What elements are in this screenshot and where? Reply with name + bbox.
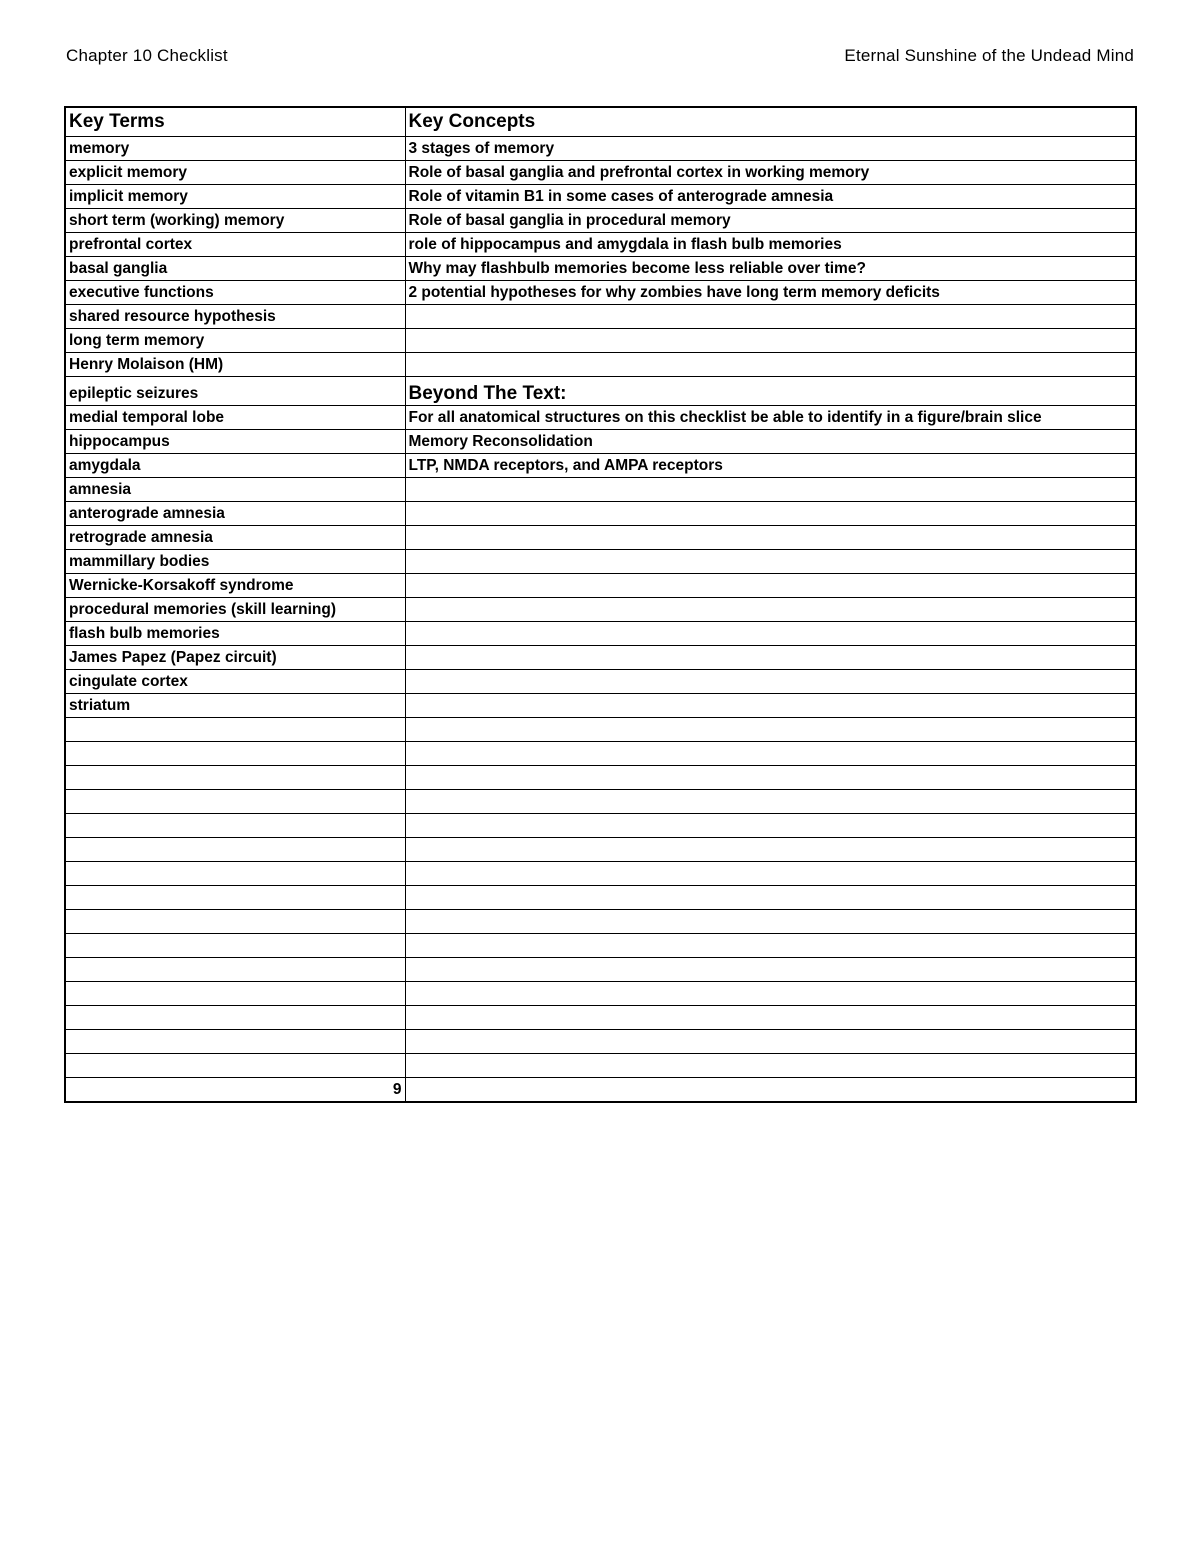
table-row bbox=[65, 257, 1136, 281]
key-term-cell bbox=[65, 982, 405, 1006]
key-term-cell: short term (working) memory bbox=[65, 209, 405, 233]
key-concept-cell bbox=[405, 1006, 1136, 1030]
key-concept-cell bbox=[405, 305, 1136, 329]
table-row bbox=[65, 406, 1136, 430]
key-term-cell: James Papez (Papez circuit) bbox=[65, 646, 405, 670]
key-concept-cell bbox=[405, 766, 1136, 790]
book-title: Eternal Sunshine of the Undead Mind bbox=[844, 46, 1134, 65]
key-concept-cell bbox=[405, 1078, 1136, 1103]
key-term-cell: Wernicke-Korsakoff syndrome bbox=[65, 574, 405, 598]
key-concept-cell bbox=[405, 670, 1136, 694]
key-concept-cell: Memory Reconsolidation bbox=[405, 430, 1136, 454]
table-row bbox=[65, 574, 1136, 598]
column-header-key-terms: Key Terms bbox=[65, 107, 405, 137]
table-row bbox=[65, 886, 1136, 910]
key-term-cell bbox=[65, 790, 405, 814]
key-term-cell bbox=[65, 814, 405, 838]
key-concept-cell: For all anatomical structures on this checklist be able to identify in a figure/brain slice bbox=[405, 406, 1136, 430]
key-concept-cell: role of hippocampus and amygdala in flash bulb memories bbox=[405, 233, 1136, 257]
table-row bbox=[65, 670, 1136, 694]
table-row bbox=[65, 430, 1136, 454]
key-term-cell: long term memory bbox=[65, 329, 405, 353]
key-concept-cell bbox=[405, 790, 1136, 814]
key-term-cell: prefrontal cortex bbox=[65, 233, 405, 257]
table-row bbox=[65, 598, 1136, 622]
table-row bbox=[65, 478, 1136, 502]
key-term-cell: amnesia bbox=[65, 478, 405, 502]
key-concept-cell bbox=[405, 862, 1136, 886]
key-term-cell bbox=[65, 1054, 405, 1078]
key-term-cell: shared resource hypothesis bbox=[65, 305, 405, 329]
key-term-cell bbox=[65, 1030, 405, 1054]
key-concept-cell bbox=[405, 574, 1136, 598]
key-concept-cell: Role of vitamin B1 in some cases of anterograde amnesia bbox=[405, 185, 1136, 209]
key-term-cell: Henry Molaison (HM) bbox=[65, 353, 405, 377]
key-term-cell: implicit memory bbox=[65, 185, 405, 209]
key-term-cell: procedural memories (skill learning) bbox=[65, 598, 405, 622]
table-row bbox=[65, 934, 1136, 958]
table-row bbox=[65, 982, 1136, 1006]
key-term-cell bbox=[65, 886, 405, 910]
table-row bbox=[65, 790, 1136, 814]
table-row bbox=[65, 305, 1136, 329]
key-term-cell: striatum bbox=[65, 694, 405, 718]
key-term-cell: cingulate cortex bbox=[65, 670, 405, 694]
table-row bbox=[65, 910, 1136, 934]
key-term-cell: flash bulb memories bbox=[65, 622, 405, 646]
key-term-cell: hippocampus bbox=[65, 430, 405, 454]
key-term-cell: mammillary bodies bbox=[65, 550, 405, 574]
key-concept-cell bbox=[405, 598, 1136, 622]
key-concept-cell bbox=[405, 814, 1136, 838]
table-row bbox=[65, 185, 1136, 209]
table-row bbox=[65, 1030, 1136, 1054]
key-concept-cell bbox=[405, 329, 1136, 353]
key-term-cell: amygdala bbox=[65, 454, 405, 478]
table-row bbox=[65, 454, 1136, 478]
table-row bbox=[65, 742, 1136, 766]
page-header bbox=[66, 46, 1134, 72]
column-header-key-concepts: Key Concepts bbox=[405, 107, 1136, 137]
key-concept-cell: 2 potential hypotheses for why zombies have long term memory deficits bbox=[405, 281, 1136, 305]
key-term-cell bbox=[65, 910, 405, 934]
table-row bbox=[65, 622, 1136, 646]
key-concept-cell bbox=[405, 550, 1136, 574]
table-row bbox=[65, 958, 1136, 982]
header-row bbox=[65, 107, 1136, 137]
key-term-cell bbox=[65, 934, 405, 958]
key-term-cell: executive functions bbox=[65, 281, 405, 305]
key-concept-cell bbox=[405, 958, 1136, 982]
table-row bbox=[65, 526, 1136, 550]
key-concept-cell bbox=[405, 838, 1136, 862]
table-row bbox=[65, 1054, 1136, 1078]
table-row bbox=[65, 377, 1136, 406]
table-row bbox=[65, 281, 1136, 305]
key-concept-cell bbox=[405, 478, 1136, 502]
key-term-cell: anterograde amnesia bbox=[65, 502, 405, 526]
key-concept-cell: 3 stages of memory bbox=[405, 137, 1136, 161]
key-concept-cell: LTP, NMDA receptors, and AMPA receptors bbox=[405, 454, 1136, 478]
key-term-cell: memory bbox=[65, 137, 405, 161]
table-row bbox=[65, 862, 1136, 886]
key-concept-cell bbox=[405, 646, 1136, 670]
table-row bbox=[65, 1078, 1136, 1103]
key-concept-cell bbox=[405, 622, 1136, 646]
checklist-table bbox=[64, 106, 1137, 1103]
table-row bbox=[65, 137, 1136, 161]
key-term-cell: medial temporal lobe bbox=[65, 406, 405, 430]
key-concept-cell bbox=[405, 910, 1136, 934]
table-row bbox=[65, 233, 1136, 257]
key-concept-cell: Beyond The Text: bbox=[405, 377, 1136, 406]
key-concept-cell bbox=[405, 526, 1136, 550]
table-row bbox=[65, 353, 1136, 377]
key-concept-cell bbox=[405, 982, 1136, 1006]
key-concept-cell bbox=[405, 742, 1136, 766]
key-term-cell: explicit memory bbox=[65, 161, 405, 185]
key-term-cell bbox=[65, 766, 405, 790]
key-term-cell: retrograde amnesia bbox=[65, 526, 405, 550]
key-term-cell: epileptic seizures bbox=[65, 377, 405, 406]
key-term-cell bbox=[65, 1006, 405, 1030]
table-row bbox=[65, 694, 1136, 718]
table-row bbox=[65, 209, 1136, 233]
table-row bbox=[65, 814, 1136, 838]
key-term-cell bbox=[65, 838, 405, 862]
table-row bbox=[65, 502, 1136, 526]
table-row bbox=[65, 766, 1136, 790]
key-term-cell bbox=[65, 958, 405, 982]
table-row bbox=[65, 161, 1136, 185]
key-concept-cell bbox=[405, 1054, 1136, 1078]
table-row bbox=[65, 838, 1136, 862]
key-concept-cell bbox=[405, 353, 1136, 377]
key-concept-cell bbox=[405, 502, 1136, 526]
table-row bbox=[65, 550, 1136, 574]
key-term-cell bbox=[65, 742, 405, 766]
table-row bbox=[65, 329, 1136, 353]
key-concept-cell bbox=[405, 1030, 1136, 1054]
chapter-title: Chapter 10 Checklist bbox=[66, 46, 228, 65]
key-concept-cell bbox=[405, 718, 1136, 742]
key-term-cell bbox=[65, 718, 405, 742]
page-number: 9 bbox=[65, 1078, 405, 1103]
table-row bbox=[65, 1006, 1136, 1030]
key-concept-cell: Role of basal ganglia in procedural memory bbox=[405, 209, 1136, 233]
key-concept-cell bbox=[405, 694, 1136, 718]
key-concept-cell: Role of basal ganglia and prefrontal cortex in working memory bbox=[405, 161, 1136, 185]
key-concept-cell bbox=[405, 886, 1136, 910]
key-term-cell bbox=[65, 862, 405, 886]
key-concept-cell: Why may flashbulb memories become less reliable over time? bbox=[405, 257, 1136, 281]
key-term-cell: basal ganglia bbox=[65, 257, 405, 281]
table-row bbox=[65, 646, 1136, 670]
key-concept-cell bbox=[405, 934, 1136, 958]
table-row bbox=[65, 718, 1136, 742]
